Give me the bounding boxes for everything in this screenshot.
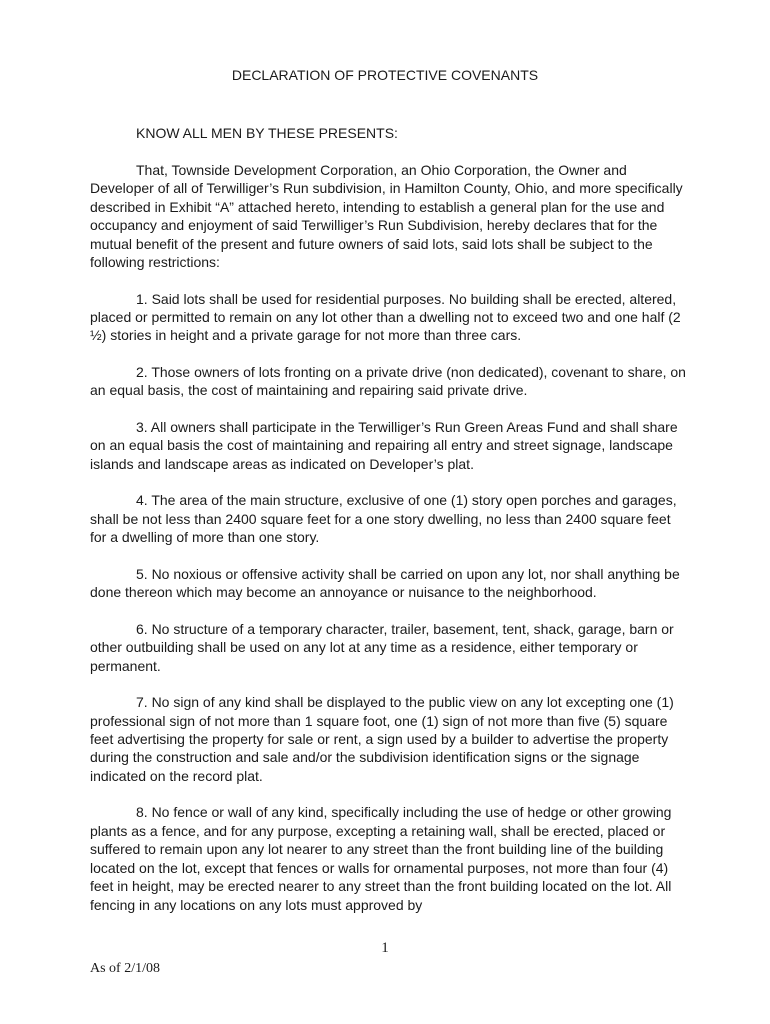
document-title: DECLARATION OF PROTECTIVE COVENANTS: [231, 67, 539, 83]
footer-date: As of 2/1/08: [90, 961, 160, 976]
paragraph-covenant-1: 1. Said lots shall be used for residential purposes. No building shall be erected, altered, placed or permitted to remain on any lot other than a dwelling not to exceed two and one half (2 ½) stories in height and a private garage for not more than three cars.: [90, 290, 681, 344]
paragraph-covenant-3: 3. All owners shall participate in the Terwilliger’s Run Green Areas Fund and shall share on an equal basis the cost of maintaining and repairing all entry and street signage, landscape islands and landscape areas as indicated on Developer’s plat.: [90, 419, 678, 472]
paragraph-covenant-2: 2. Those owners of lots fronting on a private drive (non dedicated), covenant to share, on an equal basis, the cost of maintaining and repairing said private drive.: [90, 364, 686, 399]
paragraph-covenant-8: 8. No fence or wall of any kind, specifically including the use of hedge or other growing plants as a fence, and for any purpose, excepting a retaining wall, shall be erected, placed or suffered to remain upon any lot nearer to any street than the front building line of the building located on the lot, except that fences or walls for ornamental purposes, not more than four (4) feet in height, may be erected nearer to any street than the front building located on the lot. All fencing in any locations on any lots must approved by: [90, 804, 672, 913]
paragraph-covenant-7: 7. No sign of any kind shall be displayed to the public view on any lot excepting one (1) professional sign of not more than 1 square foot, one (1) sign of not more than five (5) square feet advertising the property for sale or rent, a sign used by a builder to advertise the property during the construction and sale and/or the subdivision identification signs or the signage indicated on the record plat.: [90, 694, 674, 784]
paragraph-covenant-6: 6. No structure of a temporary character, trailer, basement, tent, shack, garage, barn or other outbuilding shall be used on any lot at any time as a residence, either temporary or permanent.: [90, 620, 674, 674]
paragraph-covenant-4: 4. The area of the main structure, exclusive of one (1) story open porches and garages, shall be not less than 2400 square feet for a one story dwelling, no less than 2400 square feet for a dwelling of more than one story.: [90, 492, 677, 546]
paragraph-covenant-5: 5. No noxious or offensive activity shall be carried on upon any lot, nor shall anything be done thereon which may become an annoyance or nuisance to the neighborhood.: [90, 565, 680, 601]
document-body: [90, 161, 690, 932]
paragraph-preamble: That, Townside Development Corporation, an Ohio Corporation, the Owner and Developer of all of Terwilliger’s Run subdivision, in Hamilton County, Ohio, and more specifically described in Exhibit “A” attached hereto, intending to establish a general plan for the use and occupancy and enjoyment of said Terwilliger’s Run Subdivision, hereby declares that for the mutual benefit of the present and future owners of said lots, said lots shall be subject to the following restrictions:: [90, 162, 683, 271]
intro-line: KNOW ALL MEN BY THESE PRESENTS:: [136, 125, 398, 141]
page-number: 1: [381, 940, 389, 956]
